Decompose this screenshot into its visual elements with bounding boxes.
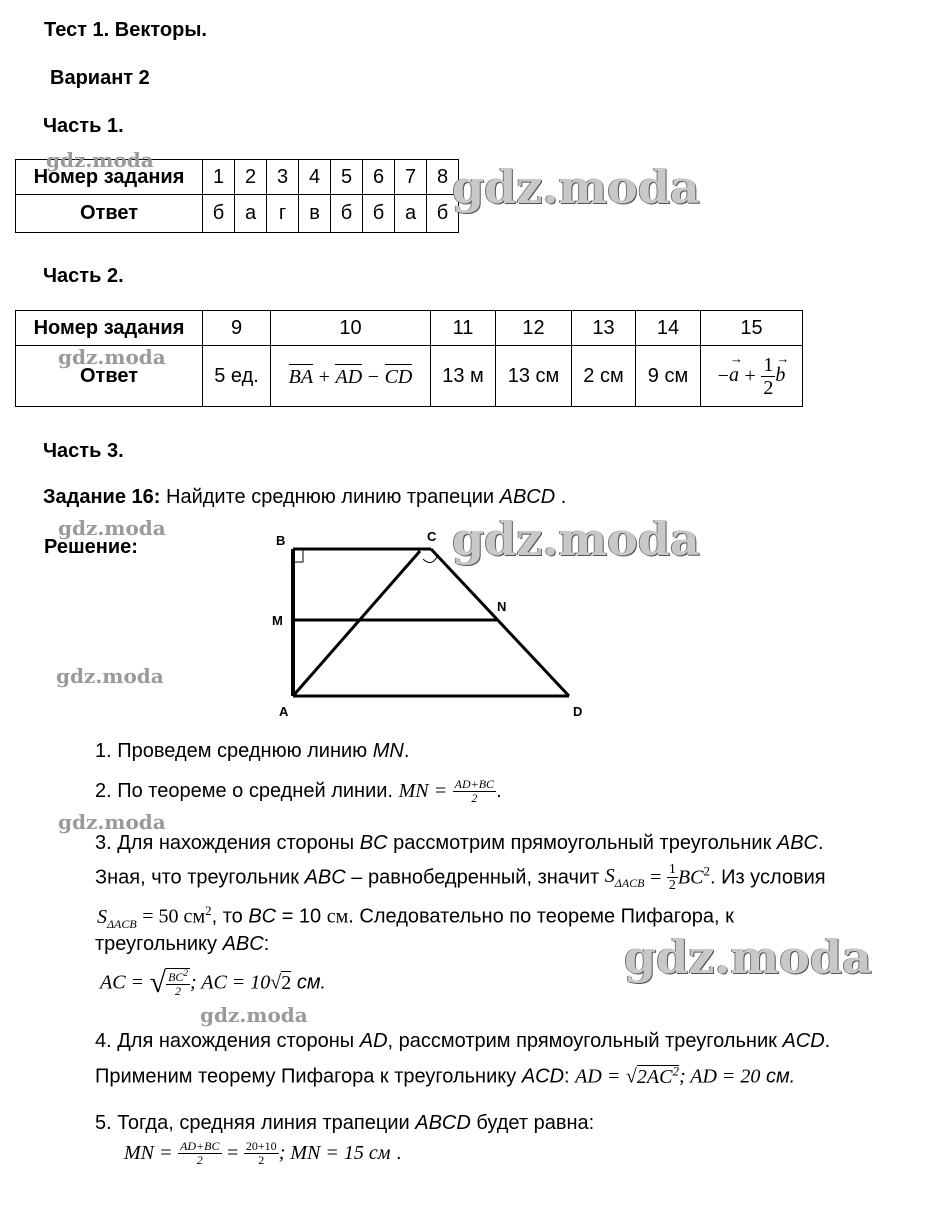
fraction: $\frac{1}{2}$ (763, 353, 774, 399)
variant-label: Вариант 2 (50, 67, 150, 89)
table-cell: а (235, 195, 267, 233)
table-cell: 4 (299, 160, 331, 195)
label-b: B (276, 533, 286, 548)
table-header-cell: Ответ (16, 346, 203, 407)
label-n: N (497, 599, 507, 614)
watermark: gdz.moda (58, 516, 166, 540)
math-op: − (367, 365, 379, 388)
step-4-line-1: 4. Для нахождения стороны AD, рассмотрим прямоугольный треугольник ACD. (95, 1030, 831, 1052)
fraction: $\frac{1}{2}$ (668, 862, 676, 894)
step-3-line-3: $S_{\Delta ACB} = 50$ $см^2$, то BC = 10 см. Следовательно по теореме Пифагора, к (97, 903, 734, 931)
watermark: gdz.moda (56, 664, 164, 688)
table-cell: 2 см (572, 346, 636, 407)
table-cell: 5 (331, 160, 363, 195)
table-cell: б (331, 195, 363, 233)
fraction: $\frac{AD+BC}{2}$ (180, 1139, 220, 1168)
table-cell: 8 (427, 160, 459, 195)
table-cell: 5 ед. (203, 346, 271, 407)
table-cell: б (363, 195, 395, 233)
vector-ad: AD (335, 365, 363, 388)
step-2: 2. По теореме о средней линии. MN = $\frac{AD+BC}{2}$ . (95, 777, 502, 806)
step-3-line-2: Зная, что треугольник ABC – равнобедренный, значит $S_{\Delta ACB}$ = $\frac{1}{2}$ $BC^2$. Из условия (95, 862, 826, 894)
table-cell: 6 (363, 160, 395, 195)
table-cell: 7 (395, 160, 427, 195)
table-cell: 13 см (496, 346, 572, 407)
math-op: + (318, 365, 330, 388)
table-cell: 3 (267, 160, 299, 195)
table-cell: 15 (701, 311, 803, 346)
table-cell: 13 (572, 311, 636, 346)
solution-label: Решение: (44, 536, 138, 558)
vector-ba: BA (288, 365, 314, 388)
table-header-cell: Ответ (16, 195, 203, 233)
table-cell: б (203, 195, 235, 233)
test-title: Тест 1. Векторы. (44, 19, 207, 41)
diagonal-ac (293, 551, 420, 696)
table-cell: в (299, 195, 331, 233)
watermark: gdz.moda (624, 930, 872, 984)
table-cell (701, 346, 803, 407)
table-header-cell: Номер задания (16, 311, 203, 346)
table-cell: 10 (271, 311, 431, 346)
table-cell: г (267, 195, 299, 233)
vector-b: → b (775, 351, 790, 387)
label-c: C (427, 529, 437, 544)
step-1: 1. Проведем среднюю линию MN. (95, 740, 410, 762)
sqrt-expression: √ $\frac{BC^2}{2}$ (149, 966, 188, 999)
step-5-line-2: MN = $\frac{AD+BC}{2}$ = $\frac{20+10}{2}$ ; MN = 15 см . (124, 1139, 402, 1168)
side-cd (431, 549, 569, 696)
step-5-line-1: 5. Тогда, средняя линия трапеции ABCD будет равна: (95, 1112, 595, 1134)
watermark: gdz.moda (58, 345, 166, 369)
table-cell: 2 (235, 160, 267, 195)
fraction: $\frac{20+10}{2}$ (245, 1139, 277, 1168)
part2-heading: Часть 2. (43, 265, 124, 287)
table-cell: 14 (636, 311, 701, 346)
table-header-cell: Номер задания (16, 160, 203, 195)
step-3-line-1: 3. Для нахождения стороны BC рассмотрим прямоугольный треугольник ABC. (95, 832, 824, 854)
vector-a: → a (728, 351, 743, 387)
step-3-line-4: треугольнику ABC: (95, 933, 270, 955)
table-cell: а (395, 195, 427, 233)
math-op: + (744, 364, 756, 387)
watermark: gdz.moda (46, 148, 154, 172)
watermark: gdz.moda (58, 810, 166, 834)
task-16: Задание 16: Найдите среднюю линию трапеции ABCD . (43, 486, 567, 508)
label-a: A (279, 704, 289, 719)
step-3-line-5: AC = √ $\frac{BC^2}{2}$ ; AC = 10√2 см. (100, 966, 327, 999)
table-cell: 9 (203, 311, 271, 346)
math-op: − (717, 364, 729, 387)
table-cell: б (427, 195, 459, 233)
watermark: gdz.moda (452, 512, 700, 566)
label-d: D (573, 704, 583, 719)
table-cell: 11 (431, 311, 496, 346)
table-cell: 13 м (431, 346, 496, 407)
vector-cd: CD (384, 365, 413, 388)
table-cell: 9 см (636, 346, 701, 407)
fraction: $\frac{AD+BC}{2}$ (454, 777, 495, 806)
table-cell (271, 346, 431, 407)
part3-heading: Часть 3. (43, 440, 124, 462)
step-4-line-2: Применим теорему Пифагора к треугольнику ACD: AD = $√2AC^2$; AD = 20 см. (95, 1063, 796, 1088)
watermark: gdz.moda (452, 160, 700, 214)
table-cell: 12 (496, 311, 572, 346)
angle-arc (423, 557, 437, 563)
label-m: M (272, 613, 283, 628)
watermark: gdz.moda (200, 1003, 308, 1027)
table-cell: 1 (203, 160, 235, 195)
part1-heading: Часть 1. (43, 115, 124, 137)
